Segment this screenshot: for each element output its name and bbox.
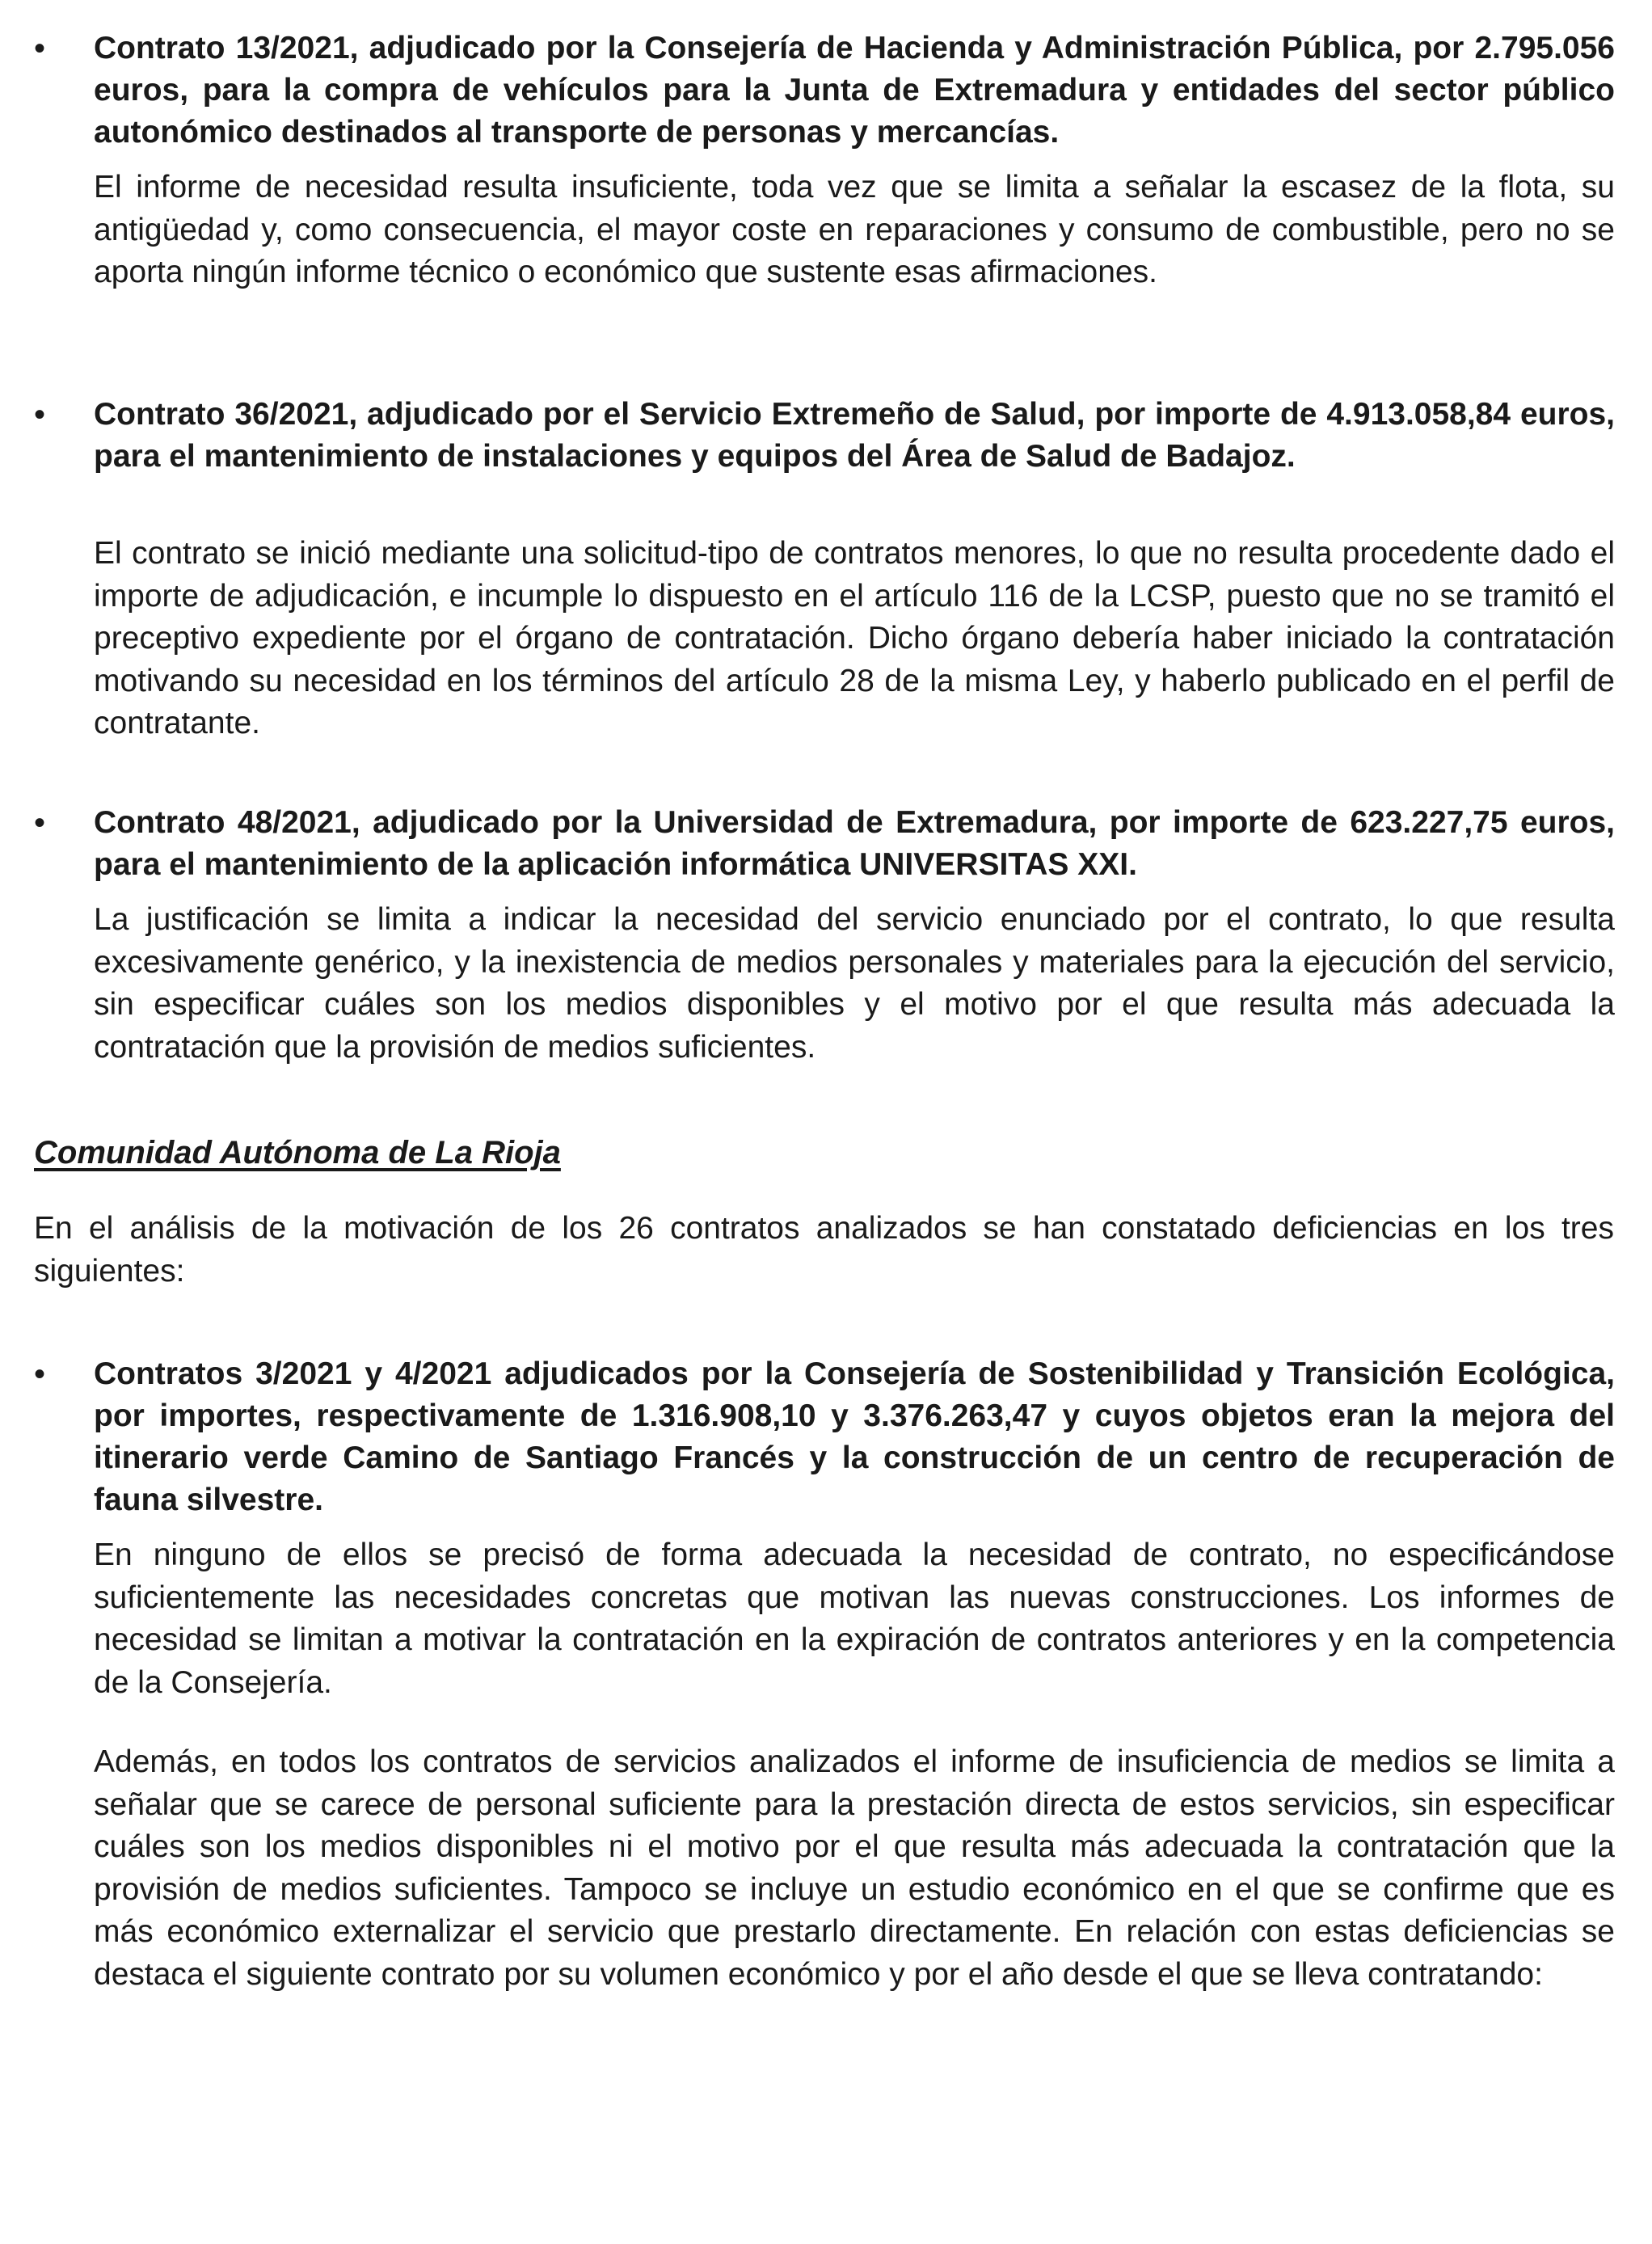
contract-title: Contratos 3/2021 y 4/2021 adjudicados por la Consejería de Sostenibilidad y Transición Ecológica, por importes, respectivamente de 1.316.908,10 y 3.376.263,47 y cuyos objetos eran la mejora del itinerario verde Camino de Santiago Francés y la construcción de un centro de recuperación de fauna silvestre. — [94, 1356, 1615, 1517]
bullet-marker: • — [34, 1356, 46, 1392]
bullet-marker: • — [34, 31, 46, 66]
contract-description: La justificación se limita a indicar la necesidad del servicio enunciado por el contrato, lo que resulta excesivamente genérico, y la inexistencia de medios personales y materiales para la ejecución del servicio, sin especificar cuáles son los medios disponibles y el motivo por el que resulta más adecuada la contratación que la provisión de medios suficientes. — [94, 902, 1615, 1065]
contract-description-continued: Además, en todos los contratos de servicios analizados el informe de insuficiencia de medios se limita a señalar que se carece de personal suficiente para la prestación directa de estos servicios, sin especificar cuáles son los medios disponibles ni el motivo por el que resulta más adecuada la contratación que la provisión de medios suficientes. Tampoco se incluye un estudio económico en el que se confirme que es más económico externalizar el servicio que prestarlo directamente. En relación con estas deficiencias se destaca el siguiente contrato por su volumen económico y por el año desde el que se lleva contratando: — [94, 1744, 1615, 1992]
contract-title: Contrato 13/2021, adjudicado por la Consejería de Hacienda y Administración Pública, por 2.795.056 euros, para la compra de vehículos para la Junta de Extremadura y entidades del sector público autonómico destinados al transporte de personas y mercancías. — [94, 31, 1615, 150]
contract-description: El informe de necesidad resulta insuficiente, toda vez que se limita a señalar la escasez de la flota, su antigüedad y, como consecuencia, el mayor coste en reparaciones y consumo de combustible, pero no se aporta ningún informe técnico o económico que sustente esas afirmaciones. — [94, 170, 1615, 289]
contract-title: Contrato 48/2021, adjudicado por la Universidad de Extremadura, por importe de 623.227,75 euros, para el mantenimiento de la aplicación informática UNIVERSITAS XXI. — [94, 805, 1615, 882]
bullet-marker: • — [34, 805, 46, 841]
section-heading: Comunidad Autónoma de La Rioja — [34, 1135, 561, 1171]
contract-description: El contrato se inició mediante una solicitud-tipo de contratos menores, lo que no resulta procedente dado el importe de adjudicación, e incumple lo dispuesto en el artículo 116 de la LCSP, puesto que no se tramitó el preceptivo expediente por el órgano de contratación. Dicho órgano debería haber iniciado la contratación motivando su necesidad en los términos del artículo 28 de la misma Ley, y haberlo publicado en el perfil de contratante. — [94, 536, 1615, 740]
section-intro: En el análisis de la motivación de los 26 contratos analizados se han constatado deficiencias en los tres siguientes: — [34, 1211, 1614, 1289]
bullet-marker: • — [34, 397, 46, 432]
contract-title: Contrato 36/2021, adjudicado por el Servicio Extremeño de Salud, por importe de 4.913.058,84 euros, para el mantenimiento de instalaciones y equipos del Área de Salud de Badajoz. — [94, 397, 1615, 474]
contract-description: En ninguno de ellos se precisó de forma adecuada la necesidad de contrato, no especificándose suficientemente las necesidades concretas que motivan las nuevas construcciones. Los informes de necesidad se limitan a motivar la contratación en la expiración de contratos anteriores y en la competencia de la Consejería. — [94, 1537, 1615, 1700]
